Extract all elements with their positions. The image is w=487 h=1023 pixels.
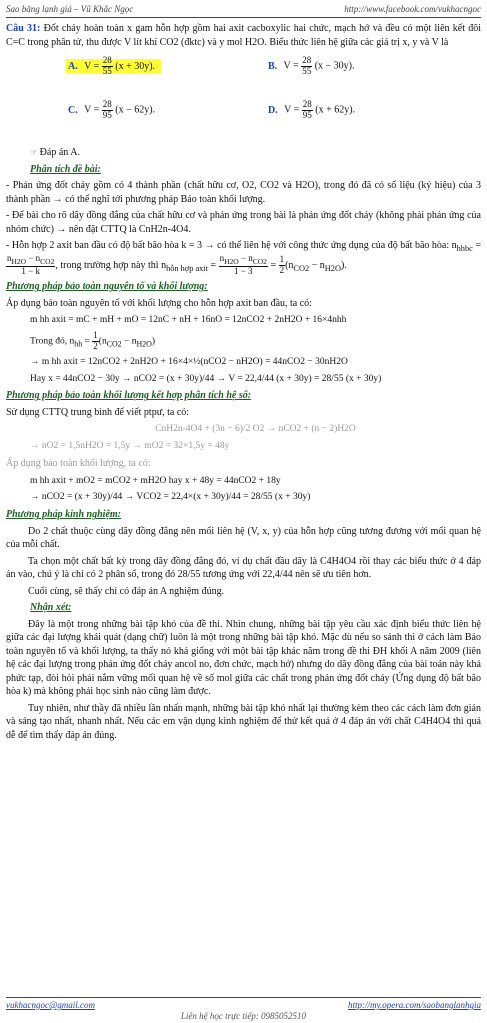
method-1-title: Phương pháp bảo toàn nguyên tố và khối lượng:: [6, 281, 208, 293]
option-d-fraction: [302, 100, 313, 121]
analysis-para-3: [6, 239, 481, 277]
method-2-eq-3: m hh axit + mO2 = mCO2 + mH2O hay x + 48y = 44nCO2 + 18y: [30, 475, 281, 486]
option-a-post: (x + 30y).: [115, 60, 156, 72]
method-1-eq-3: → m hh axit = 12nCO2 + 2nH2O + 16×4×½(nCO2 − nH2O) = 44nCO2 − 30nH2O: [30, 356, 348, 367]
remark-title: Nhận xét:: [30, 602, 72, 614]
method-1-eq-4: Hay x = 44nCO2 − 30y → nCO2 = (x + 30y)/44 → V = 22,4/44 (x + 30y) = 28/55 (x + 30y): [30, 373, 382, 384]
analysis-para-2: - Để bài cho rõ dãy đồng đẳng của chất hữu cơ và phản ứng trong bài là phản ứng đốt cháy (không phải phản ứng của nhóm chức) → nên đặt CTTQ là CnH2n-4O4.: [6, 210, 481, 235]
option-a-fraction: [102, 56, 113, 77]
method-1-intro: Áp dụng bảo toàn nguyên tố với khối lượng cho hỗn hợp axit ban đầu, ta có:: [6, 297, 312, 309]
remark-para-2: Tuy nhiên, như thầy đã nhiều lần nhấn mạnh, những bài tập khó nhất lại thường kèm theo các cách làm đơn giản và sáng tạo nhất, nhanh nhất. Nếu các em vận dụng kinh nghiệm để thử kết quả ở 4 đáp án với chất C4H4O4 thì quá dễ để tìm thấy đáp án đúng.: [6, 702, 481, 741]
method-2-intro-2: Áp dụng bảo toàn khối lượng, ta có:: [6, 458, 151, 470]
method-3-para-2: Ta chọn một chất bất kỳ trong dãy đồng đẳng đó, ví dụ chất đầu dãy là C4H4O4 rồi thay các biểu thức ở 4 đáp án vào, chú ý là chỉ có 2 phân số, trong đó 28/55 tương ứng với 22,4/44 nên sẽ ưu tiên hơn.: [6, 555, 481, 581]
answer-options: [6, 52, 481, 146]
option-d-den: 95: [302, 109, 312, 120]
question-label: Câu 31:: [6, 23, 41, 34]
option-c-post: (x − 62y).: [115, 104, 156, 116]
option-d-pre: V =: [284, 104, 300, 116]
method-3-para-1: Do 2 chất thuộc cùng dãy đồng đẳng nên mối liên hệ (V, x, y) của hỗn hợp cũng tương đương với mối quan hệ của mỗi chất.: [6, 525, 481, 551]
method-1-eq-2-pre: Trong đó,: [30, 336, 68, 347]
method-2-eq-1: CnH2n-4O4 + (3n − 6)/2 O2 → nCO2 + (n − 2)H2O: [155, 424, 356, 435]
method-2-intro: Sử dụng CTTQ trung bình để viết ptpư, ta có:: [6, 406, 190, 418]
unsaturation-formula: $n_{hhbc}$ = $n_{H2O} - n_{CO2}$ 1 − k ,: [7, 240, 481, 277]
option-a-pre: V =: [84, 60, 100, 72]
method-2-title: Phương pháp bảo toàn khối lượng kết hợp phân tích hệ số:: [6, 390, 252, 402]
option-a-den: 55: [102, 65, 112, 76]
option-b-den: 55: [302, 65, 312, 76]
page-header: [6, 3, 481, 18]
footer-link[interactable]: http://my.opera.com/saobanglanhgia: [348, 1000, 481, 1010]
footer-email[interactable]: vukhacngoc@gmail.com: [6, 1000, 96, 1010]
analysis-title: Phân tích đề bài:: [30, 163, 101, 175]
remark-para-1: Đây là một trong những bài tập khó của đề thi. Nhìn chung, những bài tập yêu cầu xác định biểu thức liên hệ giữa các đại lượng khái quát (dạng chữ) luôn là một trong những bài tập khó. Mặc dù nếu so sánh thì ở cách làm Bảo toàn nguyên tố và khối lượng, ta thấy nó khá giống với một bài tập khác năm trong đề thi ĐH khối A năm 2009 (liên hệ các đại lượng trong phản ứng đốt cháy ancol no, đơn chức, mạch hở) nhưng do dãy đồng đẳng của bài toán này khá phức tạp, đòi hỏi phải nắm vững mối quan hệ về số mol giữa các chất trong phản ứng đốt cháy (Ứng dụng độ bất bão hòa k) mà không phải học sinh nào cũng làm được.: [6, 618, 481, 698]
method-3-para-3: Cuối cùng, sẽ thấy chỉ có đáp án A nghiệm đúng.: [28, 585, 225, 597]
option-b-pre: V =: [283, 60, 299, 72]
page-footer: [6, 997, 481, 1022]
answer-text: Đáp án A.: [39, 147, 80, 158]
option-b-fraction: [301, 56, 312, 77]
option-d-letter: D.: [268, 104, 278, 116]
question-text: Đốt cháy hoàn toàn x gam hỗn hợp gồm hai axit cacboxylic hai chức, mạch hở và đều có một liên kết đôi C=C trong phân tử, thu được V lít khí CO2 (đktc) và y mol H2O. Biểu thức liên hệ giữa các giá trị x, y và V là: [6, 23, 481, 48]
option-b-letter: B.: [268, 60, 278, 72]
mixture-formula: $n_{hỗn hợp axit}$ = $n_{H2O} - n_{CO2}$ 1 − 3 = $\frac{1}{2}$ $(n_{CO2} - n_{H2O})$.: [161, 253, 347, 277]
option-d-post: (x + 62y).: [315, 104, 356, 116]
method-1-eq-1: m hh axit = mC + mH + mO = 12nC + nH + 16nO = 12nCO2 + 2nH2O + 16×4nhh: [30, 315, 347, 326]
option-a: [66, 56, 161, 77]
analysis-para-3-text: - Hỗn hợp 2 axit ban đầu có độ bất bão hòa k = 3 → có thể liên hệ với công thức ứng dụng của độ bất bão hòa:: [6, 240, 450, 251]
option-c-letter: C.: [68, 104, 78, 116]
method-1-eq-2: Trong đó, $n_{hh}$ = $\frac{1}{2}$ $(n_{CO2} - n_{H2O})$: [30, 329, 156, 351]
option-d-num: 28: [302, 99, 312, 109]
analysis-para-3-tail: trong trường hợp này thì: [60, 260, 159, 271]
option-c-num: 28: [102, 99, 112, 109]
header-author: Sao băng lạnh giá – Vũ Khắc Ngọc: [6, 4, 134, 14]
answer-line: [30, 146, 481, 160]
pointer-icon: ☞: [30, 148, 38, 157]
footer-contact: Liên hệ học trực tiếp: 0985052510: [180, 1011, 307, 1021]
method-2-eq-2: → nO2 = 1,5nH2O = 1,5y → mO2 = 32×1,5y = 48y: [30, 441, 230, 452]
option-b-num: 28: [302, 55, 312, 65]
header-link[interactable]: http://www.facebook.com/vukhacngoc: [344, 4, 481, 14]
method-3-title: Phương pháp kinh nghiệm:: [6, 509, 121, 521]
option-c: [68, 100, 155, 121]
option-c-den: 95: [102, 109, 112, 120]
option-b: [268, 56, 355, 77]
option-c-fraction: [102, 100, 113, 121]
method-2-eq-4: → nCO2 = (x + 30y)/44 → VCO2 = 22,4×(x + 30y)/44 = 28/55 (x + 30y): [30, 492, 311, 503]
option-c-pre: V =: [84, 104, 100, 116]
option-a-letter: A.: [68, 60, 78, 72]
document-body: [6, 22, 481, 745]
option-b-post: (x − 30y).: [314, 60, 355, 72]
option-d: [268, 100, 355, 121]
question: [6, 22, 481, 49]
analysis-para-1: - Phản ứng đốt cháy gồm có 4 thành phần (chất hữu cơ, O2, CO2 và H2O), trong đó đã có số liệu (ký hiệu) của 3 thành phần → có thể nghĩ tới phương pháp Bảo toàn khối lượng.: [6, 180, 481, 205]
option-a-num: 28: [102, 55, 112, 65]
